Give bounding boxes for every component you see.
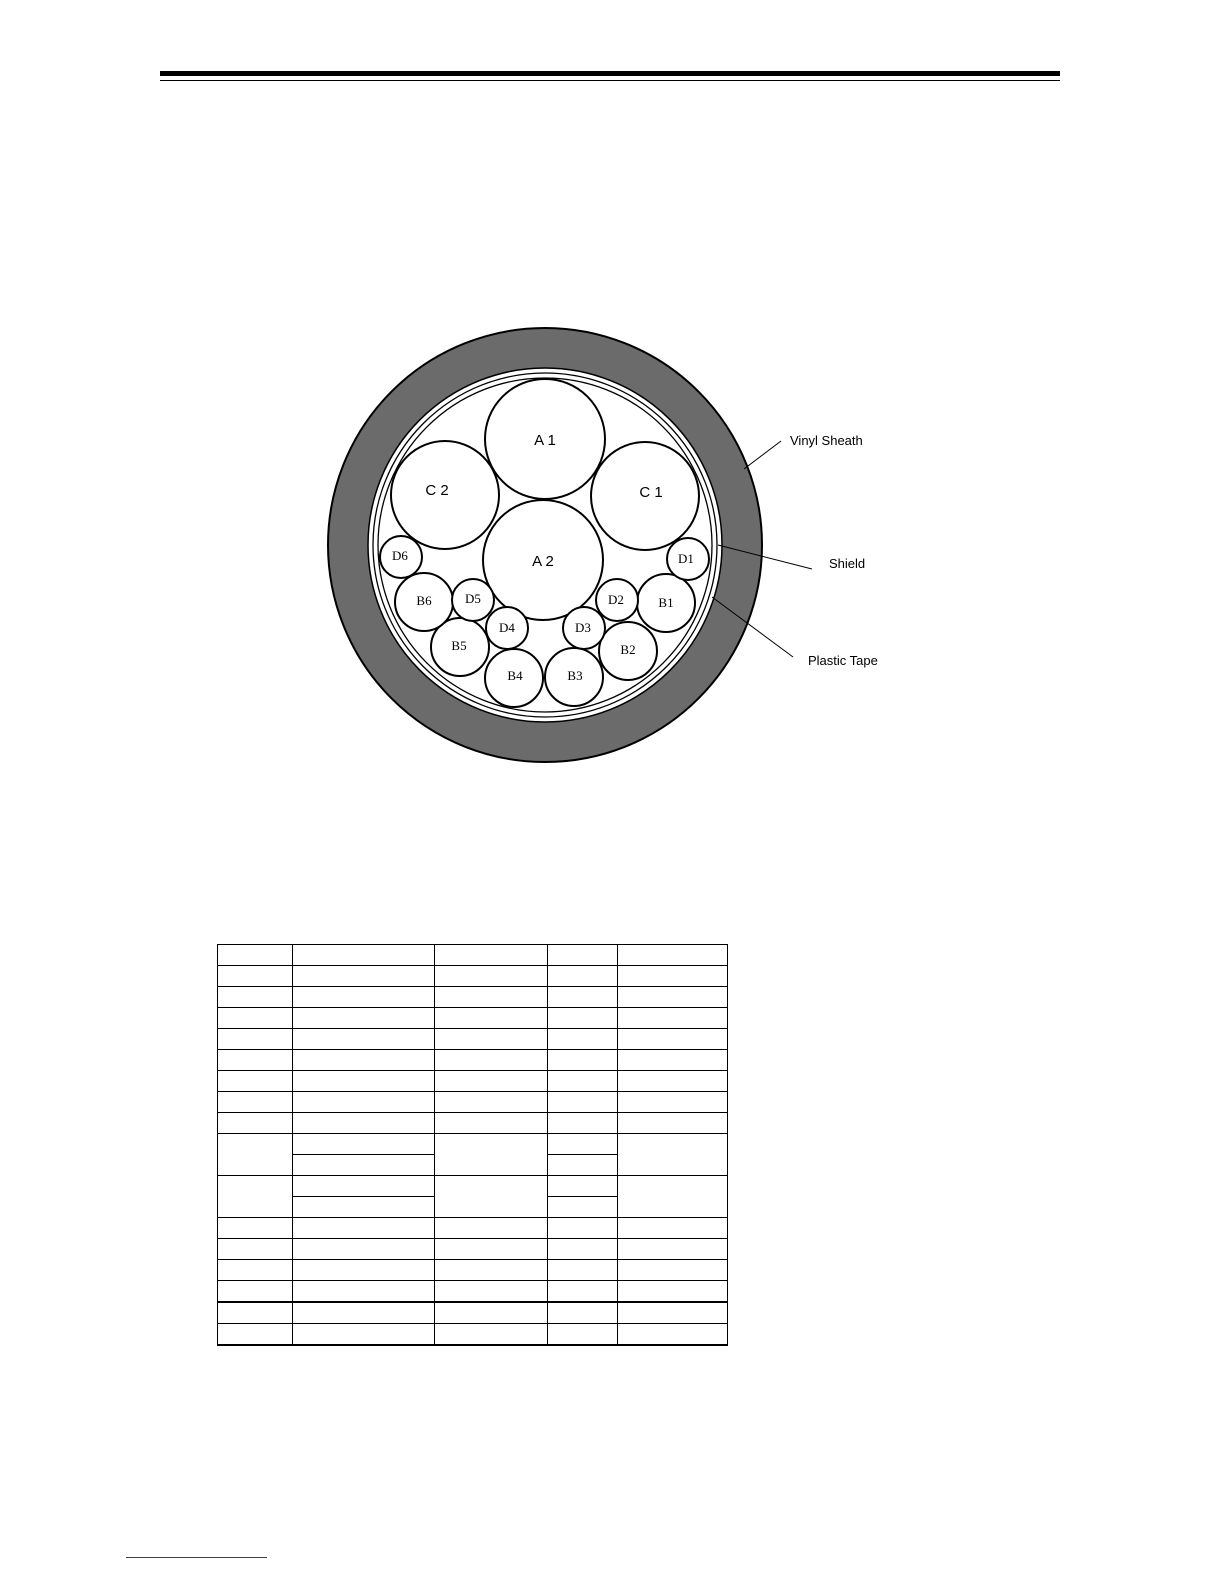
conductor-a2-label: A 2 — [532, 553, 554, 570]
table-row — [218, 1134, 728, 1155]
table-row — [218, 1176, 728, 1197]
conductor-b4 — [485, 649, 543, 707]
table-row — [218, 1239, 728, 1260]
conductor-b2-label: B2 — [620, 642, 636, 657]
table-row — [218, 945, 728, 966]
conductor-d5-label: D5 — [465, 591, 481, 606]
conductor-d1-label: D1 — [678, 551, 694, 566]
conductor-b1-label: B1 — [658, 595, 674, 610]
conductor-a2 — [483, 500, 603, 620]
conductor-d3 — [563, 607, 605, 649]
conductor-c1-label: C 1 — [639, 484, 663, 501]
table-row — [218, 1281, 728, 1303]
conductor-d1 — [667, 538, 709, 580]
conductor-b3 — [545, 648, 603, 706]
conductor-c2 — [391, 441, 499, 549]
table-row — [218, 1260, 728, 1281]
table-row — [218, 966, 728, 987]
table-row — [218, 1324, 728, 1346]
table-row — [218, 1113, 728, 1134]
conductor-b4-label: B4 — [507, 668, 523, 683]
table-row — [218, 1071, 728, 1092]
conductor-d4 — [486, 607, 528, 649]
table-row — [218, 1050, 728, 1071]
conductor-a1-label: A 1 — [534, 432, 556, 449]
conductor-d4-label: D4 — [499, 620, 515, 635]
conductor-c1 — [591, 442, 699, 550]
conductor-d5 — [452, 579, 494, 621]
conductor-b5-label: B5 — [451, 638, 467, 653]
conductor-a1 — [485, 379, 605, 499]
conductor-b2 — [599, 622, 657, 680]
shield-label: Shield — [829, 556, 866, 571]
conductor-b3-label: B3 — [567, 668, 583, 683]
conductor-d2-label: D2 — [608, 592, 624, 607]
conductor-d6 — [380, 536, 422, 578]
conductor-b6-label: B6 — [416, 593, 432, 608]
vinyl-sheath-label: Vinyl Sheath — [790, 433, 863, 448]
table-row — [218, 1302, 728, 1324]
conductor-d6-label: D6 — [392, 548, 408, 563]
plastic-tape-label: Plastic Tape — [808, 653, 878, 668]
table-row — [218, 1218, 728, 1239]
footer-link-underline[interactable] — [126, 1557, 267, 1558]
specification-table — [217, 944, 728, 1346]
vinyl-sheath-leader-line — [744, 441, 781, 469]
conductor-d3-label: D3 — [575, 620, 591, 635]
conductor-c2-label: C 2 — [425, 482, 449, 499]
conductor-b1 — [637, 574, 695, 632]
table-row — [218, 987, 728, 1008]
table-row — [218, 1029, 728, 1050]
table-row — [218, 1008, 728, 1029]
conductor-b6 — [395, 573, 453, 631]
conductor-d2 — [596, 579, 638, 621]
table-row — [218, 1092, 728, 1113]
